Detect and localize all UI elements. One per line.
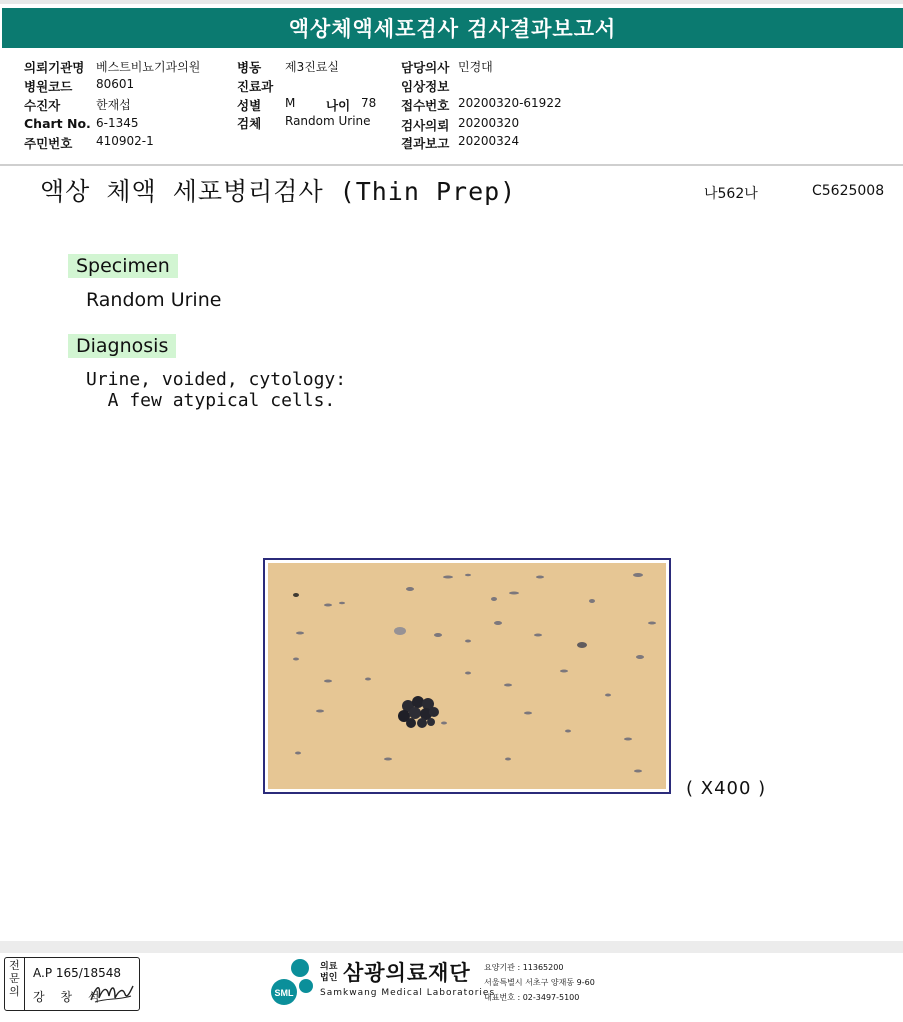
- accession-no-value: 20200320-61922: [458, 96, 562, 110]
- pathologist-signature-box: [4, 957, 140, 1011]
- requesting-org-label: 의뢰기관명: [24, 60, 85, 75]
- legal-line-1: 의료: [320, 962, 338, 972]
- patient-name-value: 한재섭: [96, 98, 131, 112]
- ward-value: 제3진료실: [285, 60, 340, 74]
- ward-label: 병동: [237, 60, 262, 75]
- legal-entity-label: [320, 962, 337, 984]
- organization-address: 서울특별시 서초구 양재동 9-60: [484, 978, 595, 987]
- institution-code: 요양기관 : 11365200: [484, 963, 564, 972]
- age-value: 78: [361, 96, 377, 110]
- test-code-right: C5625008: [812, 183, 885, 199]
- patient-name-label: 수진자: [24, 98, 61, 113]
- hospital-code-label: 병원코드: [24, 79, 73, 94]
- test-title: 액상 체액 세포병리검사 (Thin Prep): [40, 177, 517, 206]
- footer-divider: [0, 941, 903, 953]
- test-code-left: 나562나: [704, 186, 758, 202]
- report-date-value: 20200324: [458, 134, 520, 148]
- specialist-label-text: 전 문 의: [9, 959, 20, 998]
- specimen-type-label: 검체: [237, 116, 262, 131]
- handwritten-signature: [89, 980, 135, 1006]
- request-date-value: 20200320: [458, 116, 520, 130]
- specialist-label: [5, 958, 25, 1010]
- report-title: [2, 8, 903, 48]
- diagnosis-text: [86, 369, 346, 411]
- requesting-org-value: 베스트비뇨기과의원: [96, 60, 201, 74]
- diagnosis-line-1: Urine, voided, cytology:: [86, 369, 347, 390]
- clinical-info-label: 임상정보: [401, 79, 450, 94]
- diagnosis-heading: Diagnosis: [68, 334, 176, 358]
- section-divider: [0, 164, 903, 166]
- top-frame: [0, 0, 903, 4]
- report-date-label: 결과보고: [401, 136, 450, 151]
- patient-info-panel: [0, 56, 903, 162]
- microscopy-image: [263, 558, 671, 794]
- resident-no-value: 410902-1: [96, 134, 154, 148]
- chart-no-value: 6-1345: [96, 116, 139, 130]
- attending-doctor-value: 민경대: [458, 60, 493, 74]
- accession-no-label: 접수번호: [401, 98, 450, 113]
- resident-no-label: 주민번호: [24, 136, 73, 151]
- age-label: 나이: [326, 98, 351, 113]
- chart-no-label: Chart No.: [24, 116, 91, 131]
- legal-line-2: 법인: [320, 973, 338, 983]
- attending-doctor-label: 담당의사: [401, 60, 450, 75]
- ap-number: A.P 165/18548: [33, 966, 121, 980]
- hospital-code-value: 80601: [96, 77, 135, 91]
- specimen-value: Random Urine: [86, 289, 222, 311]
- sml-logo-text: SML: [274, 988, 294, 998]
- sex-label: 성별: [237, 98, 262, 113]
- microscopy-photo: [268, 563, 666, 789]
- pathologist-name: 강 창 석: [33, 990, 106, 1004]
- magnification-label: ( X400 ): [686, 778, 767, 799]
- department-label: 진료과: [237, 79, 274, 94]
- sex-value: M: [285, 96, 296, 110]
- organization-name: 삼광의료재단: [343, 961, 471, 985]
- diagnosis-line-2: A few atypical cells.: [86, 390, 336, 411]
- organization-phone: 대표번호 : 02-3497-5100: [484, 993, 580, 1002]
- report-title-text: 액상체액세포검사 검사결과보고서: [288, 17, 617, 41]
- request-date-label: 검사의뢰: [401, 118, 450, 133]
- sml-logo-icon: [270, 958, 318, 1008]
- organization-english-name: Samkwang Medical Laboratories: [320, 988, 496, 998]
- specimen-heading: Specimen: [68, 254, 178, 278]
- specimen-type-value: Random Urine: [285, 114, 371, 128]
